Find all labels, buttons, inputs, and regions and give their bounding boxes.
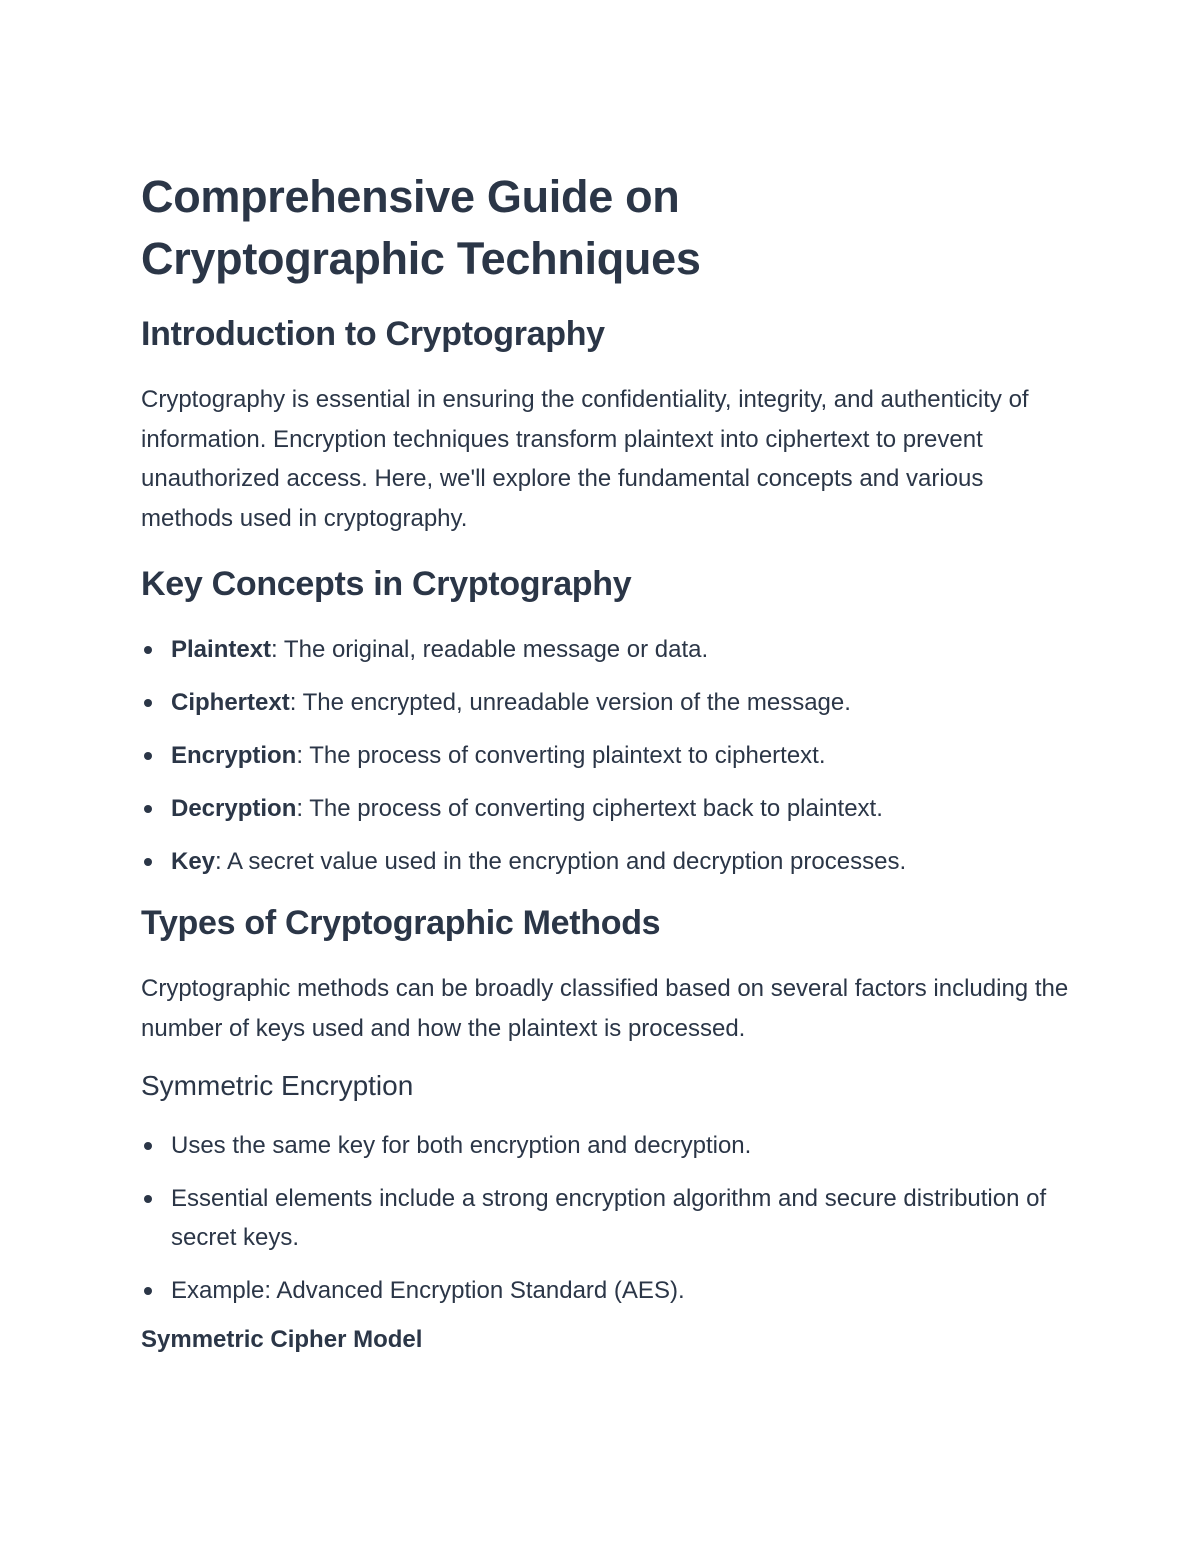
symmetric-cipher-model-heading: Symmetric Cipher Model [141,1326,423,1353]
term-decryption: Decryption [171,795,297,822]
term-encryption: Encryption [171,742,297,769]
definition-key: : A secret value used in the encryption and decryption processes. [215,848,907,875]
term-key: Key [171,848,216,875]
intro-heading: Introduction to Cryptography [141,315,605,353]
list-item [141,683,1071,722]
key-concepts-heading: Key Concepts in Cryptography [141,565,632,603]
list-item [141,736,1071,775]
term-ciphertext: Ciphertext [171,689,290,716]
list-item [141,789,1071,828]
symmetric-encryption-heading: Symmetric Encryption [141,1070,414,1101]
definition-plaintext: : The original, readable message or data. [271,636,709,663]
definition-encryption: : The process of converting plaintext to ciphertext. [296,742,826,769]
page-title [141,166,1071,290]
key-concepts-list [141,630,1071,881]
definition-ciphertext: : The encrypted, unreadable version of the message. [289,689,851,716]
types-heading: Types of Cryptographic Methods [141,904,661,942]
symmetric-encryption-list [141,1126,1071,1310]
list-item: Essential elements include a strong encryption algorithm and secure distribution of secret keys. [141,1179,1071,1257]
list-item [141,842,1071,881]
page-title-line-1: Comprehensive Guide on [141,171,680,222]
document-page [141,166,1071,1356]
page-title-line-2: Cryptographic Techniques [141,233,701,284]
list-item: Uses the same key for both encryption and decryption. [141,1126,1071,1165]
list-item: Example: Advanced Encryption Standard (AES). [141,1271,1071,1310]
list-item [141,630,1071,669]
term-plaintext: Plaintext [171,636,272,663]
types-paragraph: Cryptographic methods can be broadly classified based on several factors including the number of keys used and how the plaintext is processed. [141,975,1069,1042]
definition-decryption: : The process of converting ciphertext back to plaintext. [296,795,883,822]
intro-paragraph: Cryptography is essential in ensuring the confidentiality, integrity, and authenticity of information. Encryption techniques transform plaintext into ciphertext to prevent unauthorized access. Here, we'll explore the fundamental concepts and various methods used in cryptography. [141,386,1029,532]
